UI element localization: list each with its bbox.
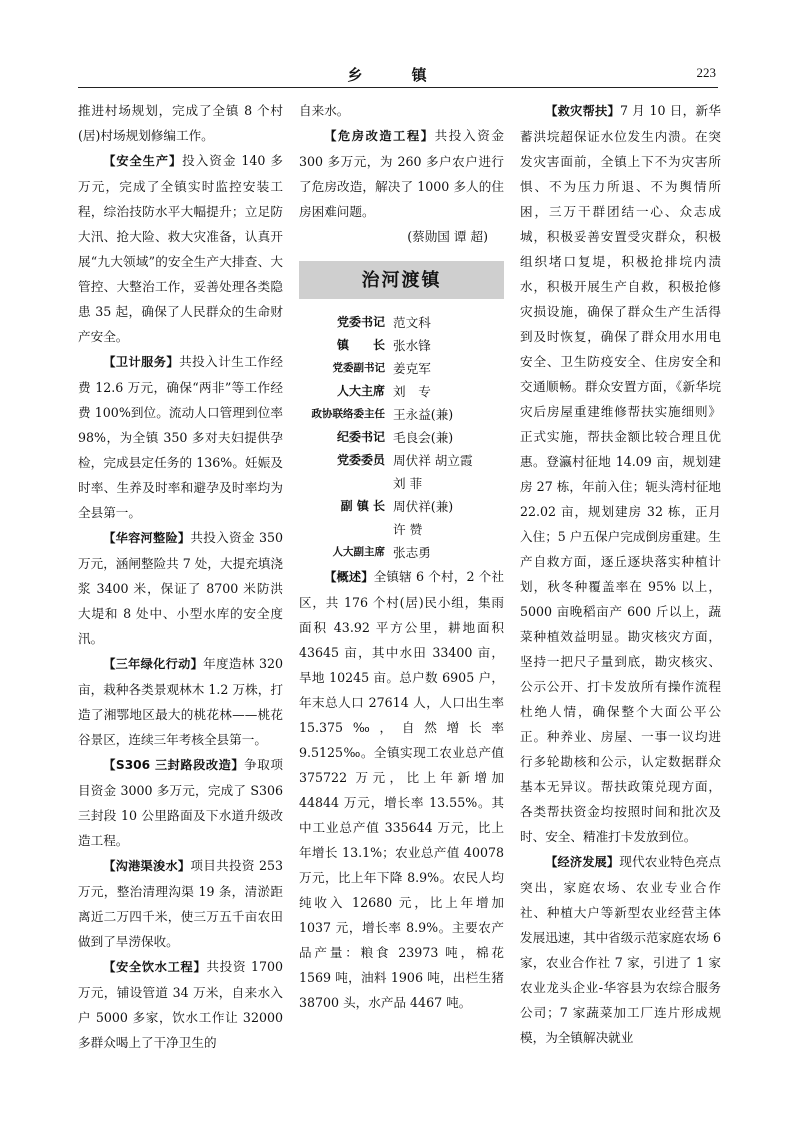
- paragraph-overview: 【概述】全镇辖 6 个村，2 个社区，共 176 个村(居)民小组，集雨面积 43.92 平方公里，耕地面积 43645 亩，其中水田 33400 亩，旱地 10245 亩。总户数 6905 户，年末总人口 27614 人，人口出生率 15.375‰，自然增长率 9.5125‰。全镇实现工农业总产值 375722 万元，比上年新增加 44844 万元，增长率 13.55%。其中工业总产值 335644 万元，比上年增长 13.1%；农业总产值 40078 万元，比上年下降 8.9%。农民人均纯收入 12680 元，比上年增加 1037 元，增长率 8.9%。主要农产品产量：粮食 23973 吨，棉花 1569 吨，油料 1906 吨，出栏生猪 38700 头，水产品 4467 吨。: [299, 569, 504, 1010]
- paragraph-canal: 【沟港渠浚水】项目共投资 253 万元，整治清理沟渠 19 条，清淤距离近二万四千米，使三万五千亩农田做到了旱涝保收。: [78, 858, 284, 949]
- section-title: 乡 镇: [347, 66, 449, 84]
- keyword-heading: 【概述】: [324, 570, 374, 584]
- keyword-heading: 【卫计服务】: [103, 355, 180, 369]
- roster-row: [299, 403, 504, 426]
- roster-row: [299, 426, 504, 449]
- roster-role: 纪委书记: [336, 430, 385, 444]
- keyword-heading: 【华容河整险】: [103, 531, 191, 545]
- paragraph-continuation: 自来水。: [299, 103, 350, 118]
- paragraph-safety: 【安全生产】投入资金 140 多万元，完成了全镇实时监控安装工程，综治技防水平大幅提升；立足防大汛、抢大险、救大灾准备，认真开展“九大领域”的安全生产大排查、大管控、大整治工作，妥善处理各类隐患 35 起，确保了人民群众的生命财产安全。: [78, 153, 284, 344]
- keyword-heading: 【危房改造工程】: [324, 129, 435, 143]
- keyword-heading: 【经济发展】: [545, 855, 620, 869]
- column-left: [78, 98, 283, 1055]
- roster-names: 许 赞: [393, 522, 423, 537]
- roster-names: 周伏祥 胡立霞: [393, 453, 473, 468]
- column-middle: [299, 98, 504, 1015]
- paragraph-continuation: 推进村场规划，完成了全镇 8 个村(居)村场规划修编工作。: [78, 103, 283, 143]
- roster-names: 张水锋: [393, 338, 431, 353]
- town-banner: 治河渡镇: [299, 261, 504, 299]
- roster-role: 党委副书记: [332, 362, 385, 374]
- roster-role: 党委书记: [336, 315, 385, 329]
- roster-row: [299, 357, 504, 380]
- keyword-heading: 【安全饮水工程】: [103, 960, 207, 974]
- roster-role: 镇 长: [336, 338, 385, 352]
- paragraph-health: 【卫计服务】共投入计生工作经费 12.6 万元，确保“两非”等工作经费 100%到位。流动人口管理到位率 98%，为全镇 350 多对夫妇提供孕检，完成县定任务的 136%。妊娠及时率、生养及时率和避孕及时率均为全县第一。: [78, 354, 284, 520]
- roster-names: 刘 菲: [393, 476, 423, 491]
- roster-role: [299, 472, 393, 495]
- roster-role: 党委委员: [336, 453, 385, 467]
- roster-row: [299, 495, 504, 518]
- byline: (蔡勋国 谭 超): [407, 229, 488, 244]
- roster-role: 人大主席: [336, 384, 385, 398]
- keyword-heading: 【安全生产】: [103, 154, 183, 168]
- roster-row: [299, 449, 504, 472]
- roster-role: [299, 518, 393, 541]
- roster-names: 毛良会(兼): [393, 430, 454, 445]
- roster-row: [299, 334, 504, 357]
- paragraph-water: 【安全饮水工程】共投资 1700 万元，铺设管道 34 万米，自来水入户 5000 多家，饮水工作让 32000 多群众喝上了干净卫生的: [78, 959, 284, 1050]
- roster-row: [299, 518, 504, 541]
- roster-names: 王永益(兼): [393, 407, 454, 422]
- roster-names: 张志勇: [393, 545, 431, 560]
- roster-names: 刘 专: [393, 384, 431, 399]
- paragraph-river: 【华容河整险】共投入资金 350 万元，涵闸整险共 7 处，大提充填浇浆 3400 米，保证了 8700 米防洪大堤和 8 处中、小型水库的安全度汛。: [78, 530, 284, 646]
- paragraph-economy: 【经济发展】现代农业特色亮点突出，家庭农场、农业专业合作社、种植大户等新型农业经营主体发展迅速，其中省级示范家庭农场 6 家，农业合作社 7 家，引进了 1 家农业龙头企业-华容县为农综合服务公司；7 家蔬菜加工厂连片形成规模，为全镇解决就业: [520, 854, 722, 1045]
- running-header: [78, 60, 718, 90]
- paragraph-greening: 【三年绿化行动】年度造林 320 亩，栽种各类景观林木 1.2 万株，打造了湘鄂地区最大的桃花林——桃花谷景区，连续三年考核全县第一。: [78, 656, 284, 747]
- keyword-heading: 【S306 三封路段改造】: [103, 758, 245, 772]
- roster-row: [299, 541, 504, 564]
- keyword-heading: 【救灾帮扶】: [545, 104, 620, 118]
- officials-roster: [299, 311, 504, 564]
- keyword-heading: 【三年绿化行动】: [103, 657, 204, 671]
- paragraph-housing: 【危房改造工程】共投入资金 300 多万元，为 260 多户农户进行了危房改造，解决了 1000 多人的住房困难问题。: [299, 128, 505, 219]
- roster-role: 副 镇 长: [340, 499, 385, 513]
- roster-row: [299, 380, 504, 403]
- roster-row: [299, 472, 504, 495]
- roster-row: [299, 311, 504, 334]
- page-number: 223: [696, 65, 716, 80]
- header-rule: [78, 87, 718, 88]
- roster-names: 姜克军: [393, 361, 431, 376]
- roster-role: 人大副主席: [332, 546, 385, 558]
- column-right: [520, 98, 721, 1050]
- paragraph-disaster-relief: 【救灾帮扶】7 月 10 日，新华蓄洪垸超保证水位发生内溃。在突发灾害面前，全镇上下不为灾害所惧、不为压力所退、不为舆情所困，三万干群团结一心、众志成城，积极妥善安置受灾群众，积极组织堵口复堤，积极抢排垸内渍水，积极开展生产自救，积极抢修灾损设施，确保了群众生产生活得到及时恢复，确保了群众用水用电安全、卫生防疫安全、住房安全和交通顺畅。群众安置方面，《新华垸灾后房屋重建维修帮扶实施细则》正式实施，帮扶金额比较合理且优惠。登瀛村征地 14.09 亩，规划建房 27 栋，年前入住；轭头湾村征地 22.02 亩，规划建房 32 栋，正月入住；5 户五保户完成倒房重建。生产自救方面，逐丘逐块落实种植计划，秋冬种覆盖率在 95% 以上，5000 亩晚稻亩产 600 斤以上，蔬菜种植效益明显。勘灾核灾方面，坚持一把尺子量到底，勘灾核灾、公示公开、打卡发放所有操作流程杜绝人情，确保整个大面公平公正。种养业、房屋、一事一议均进行多轮勘核和公示，认定数据群众基本无异议。帮扶政策兑现方面，各类帮扶资金均按照时间和批次及时、安全、精准打卡发放到位。: [520, 103, 721, 844]
- paragraph-road: 【S306 三封路段改造】争取项目资金 3000 多万元，完成了 S306 三封段 10 公里路面及下水道升级改造工程。: [78, 757, 283, 848]
- roster-names: 周伏祥(兼): [393, 499, 454, 514]
- keyword-heading: 【沟港渠浚水】: [103, 859, 191, 873]
- roster-names: 范文科: [393, 315, 431, 330]
- roster-role: 政协联络委主任: [311, 408, 385, 420]
